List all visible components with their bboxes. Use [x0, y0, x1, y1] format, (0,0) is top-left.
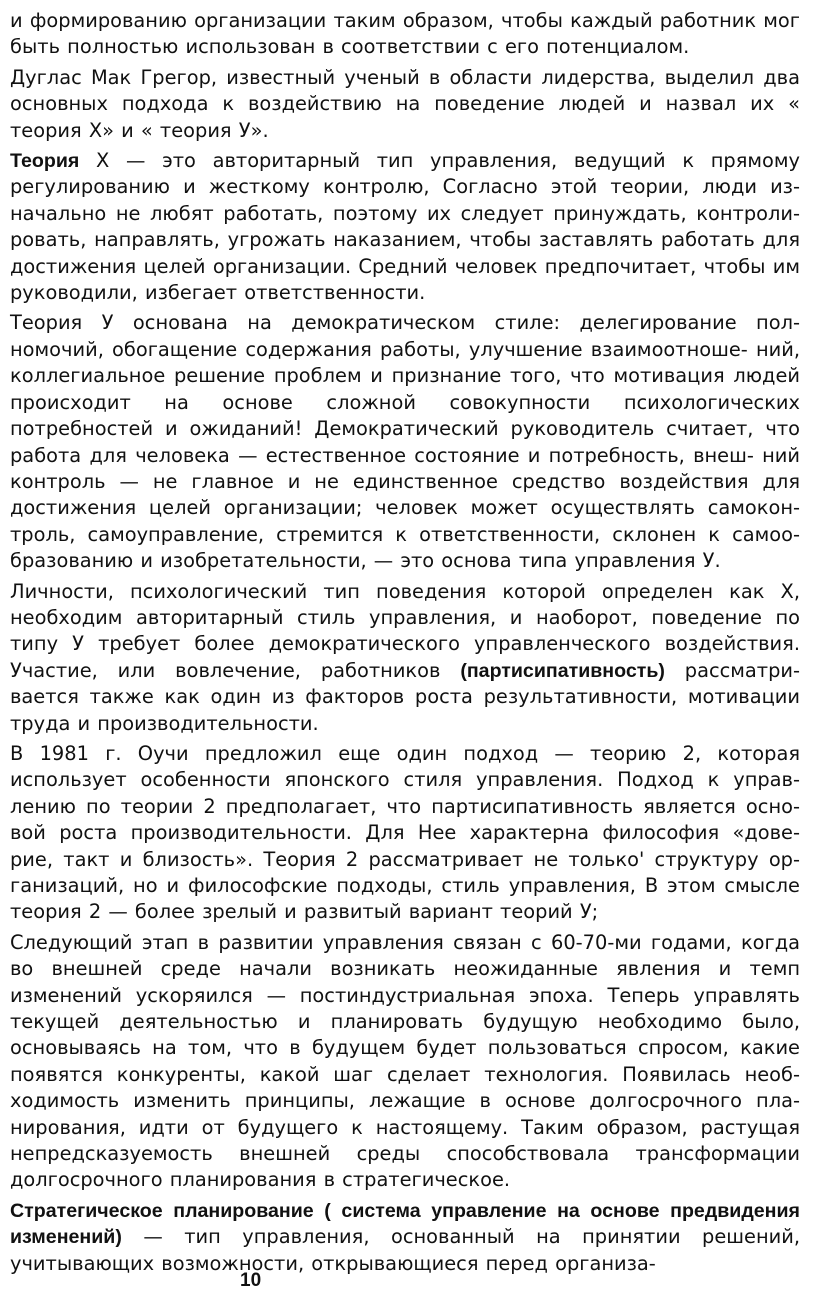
paragraph-7	[10, 930, 800, 1194]
page-number: 10	[240, 1270, 262, 1291]
paragraph-3	[10, 148, 800, 306]
paragraph-8-text: — тип управления, основанный на принятии решений, учитывающих возможности, открывающиеся перед организа-	[10, 1225, 800, 1275]
strategic-planning-term: Стратегическое планирование ( система управление на основе предвидения изменений)	[10, 1199, 800, 1249]
paragraph-5	[10, 579, 800, 737]
paragraph-1-text: и формированию организации таким образом, чтобы каждый работник мог быть полностью использован в соответствии с его потенциалом.	[10, 9, 800, 59]
paragraph-6-text: В 1981 г. Оучи предложил еще один подход — теорию 2, которая использует особенности японского стиля управления. Подход к управ- лению по теории 2 предполагает, что партисипативность является осно- вой роста производительности. Для Нее характерна философия «дове- рие, такт и близость». Теория 2 рассматривает не только' структуру ор- ганизаций, но и философские подходы, стиль управления, В этом смысле теория 2 — более зрелый и развитый вариант теорий У;	[10, 741, 800, 924]
paragraph-5-text-a: Личности, психологический тип поведения которой определен как X, необходим авторитарный стиль управления, и наоборот, поведение по типу У требует более демократического управленческого воздействия. Участие, или вовлечение, работников	[10, 579, 800, 682]
paragraph-6	[10, 741, 800, 926]
paragraph-4	[10, 310, 800, 574]
theory-x-term: Теория	[10, 150, 80, 173]
paragraph-8	[10, 1198, 800, 1277]
paragraph-2-text: Дуглас Мак Грегор, известный ученый в области лидерства, выделил два основных подхода к воздействию на поведение людей и назвал их « теория Х» и « теория У».	[10, 65, 800, 142]
participation-term: (партисипативность)	[460, 659, 665, 682]
paragraph-2	[10, 65, 800, 144]
paragraph-7-text: Следующий этап в развитии управления связан с 60-70-ми годами, когда во внешней среде начали возникать неожиданные явления и темп изменений ускоряился — постиндустриальная эпоха. Теперь управлять текущей деятельностью и планировать будущую необходимо было, основываясь на том, что в будущем будет пользоваться спросом, какие появятся конкуренты, какой шаг сделает технология. Появилась необ- ходимость изменить принципы, лежащие в основе долгосрочного пла- нирования, идти от будущего к настоящему. Таким образом, растущая непредсказуемость внешней среды способствовала трансформации долгосрочного планирования в стратегическое.	[10, 930, 800, 1192]
paragraph-5-text-b: рассматри- вается также как один из факторов роста результативности, мотивации труда и производительности.	[10, 658, 800, 735]
paragraph-1	[10, 8, 800, 61]
paragraph-4-text: Теория У основана на демократическом стиле: делегирование полномочий, обогащение содержания работы, улучшение взаимоотноше- ний, коллегиальное решение проблем и признание того, что мотивация людей происходит на основе сложной совокупности психологических потребностей и ожиданий! Демократический руководитель считает, что работа для человека — естественное состояние и потребность, внеш- ний контроль — не главное и не единственное средство воздействия для достижения целей организации; человек может осуществлять самокон- троль, самоуправление, стремится к ответственности, склонен к самоо- бразованию и изобретательности, — это основа типа управления У.	[10, 311, 800, 573]
paragraph-3-text: Х — это авторитарный тип управления, ведущий к прямому регулированию и жесткому контролю, Согласно этой теории, люди изначально не любят работать, поэтому их следует принуждать, контролировать, направлять, угрожать наказанием, чтобы заставлять работать для достижения целей организации. Средний человек предпочитает, чтобы им руководили, избегает ответственности.	[10, 149, 800, 305]
